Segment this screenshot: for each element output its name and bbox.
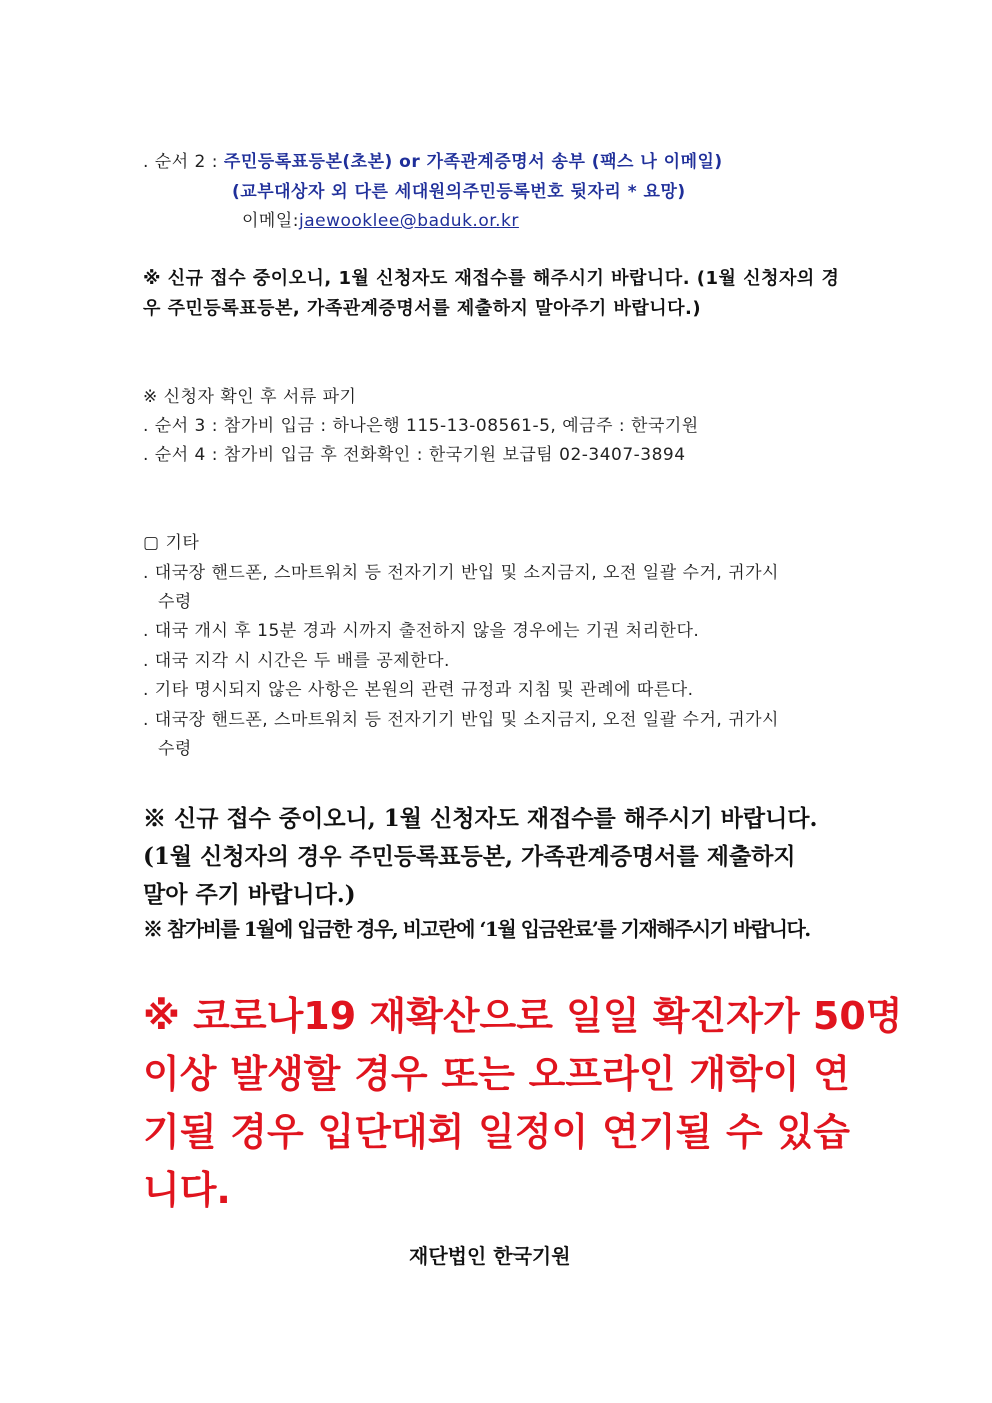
discard-note: ※ 신청자 확인 후 서류 파기	[143, 387, 357, 407]
step4-line: . 순서 4 : 참가비 입금 후 전화확인 : 한국기원 보급팀 02-3407-3894	[143, 445, 686, 465]
etc-item: . 대국장 핸드폰, 스마트워치 등 전자기기 반입 및 소지금지, 오전 일괄 수거, 귀가시	[143, 710, 779, 730]
etc-item: . 대국장 핸드폰, 스마트워치 등 전자기기 반입 및 소지금지, 오전 일괄 수거, 귀가시	[143, 563, 779, 583]
step3-line: . 순서 3 : 참가비 입금 : 하나은행 115-13-08561-5, 예금주 : 한국기원	[143, 416, 699, 436]
covid-line2: 이상 발생할 경우 또는 오프라인 개학이 연	[143, 1052, 850, 1096]
notice1-line2: 우 주민등록표등본, 가족관계증명서를 제출하지 말아주기 바랍니다.)	[143, 298, 702, 319]
step2-prefix: . 순서 2 :	[143, 152, 224, 172]
covid-line4: 니다.	[143, 1168, 231, 1212]
notice1-line1: ※ 신규 접수 중이오니, 1월 신청자도 재접수를 해주시기 바랍니다. (1월 신청자의 경	[143, 268, 840, 289]
etc-item: 수령	[158, 739, 192, 759]
email-link[interactable]: jaewooklee@baduk.or.kr	[299, 211, 519, 231]
notice2-line4: ※ 참가비를 1월에 입금한 경우, 비고란에 ‘1월 입금완료’를 기재해주시기 바랍니다.	[143, 917, 810, 941]
etc-item: . 대국 지각 시 시간은 두 배를 공제한다.	[143, 651, 450, 671]
step2-note: (교부대상자 외 다른 세대원의주민등록번호 뒷자리 * 요망)	[232, 182, 686, 202]
etc-item: . 기타 명시되지 않은 사항은 본원의 관련 규정과 지침 및 관례에 따른다.	[143, 680, 694, 700]
covid-line3: 기될 경우 입단대회 일정이 연기될 수 있습	[143, 1110, 850, 1154]
etc-item: 수령	[158, 592, 192, 612]
etc-item: . 대국 개시 후 15분 경과 시까지 출전하지 않을 경우에는 기권 처리한다.	[143, 621, 700, 641]
email-label: 이메일:	[242, 211, 299, 231]
step2-text: 주민등록표등본(초본) or 가족관계증명서 송부 (팩스 나 이메일)	[223, 152, 723, 172]
step2-line	[143, 147, 723, 172]
notice2-line2: (1월 신청자의 경우 주민등록표등본, 가족관계증명서를 제출하지	[143, 843, 796, 870]
etc-heading: ▢ 기타	[143, 533, 200, 553]
notice2-line3: 말아 주기 바랍니다.)	[143, 881, 356, 908]
covid-line1: ※ 코로나19 재확산으로 일일 확진자가 50명	[143, 994, 903, 1038]
email-line	[242, 206, 519, 231]
notice2-line1: ※ 신규 접수 중이오니, 1월 신청자도 재접수를 해주시기 바랍니다.	[143, 805, 818, 832]
signature: 재단법인 한국기원	[409, 1244, 571, 1268]
